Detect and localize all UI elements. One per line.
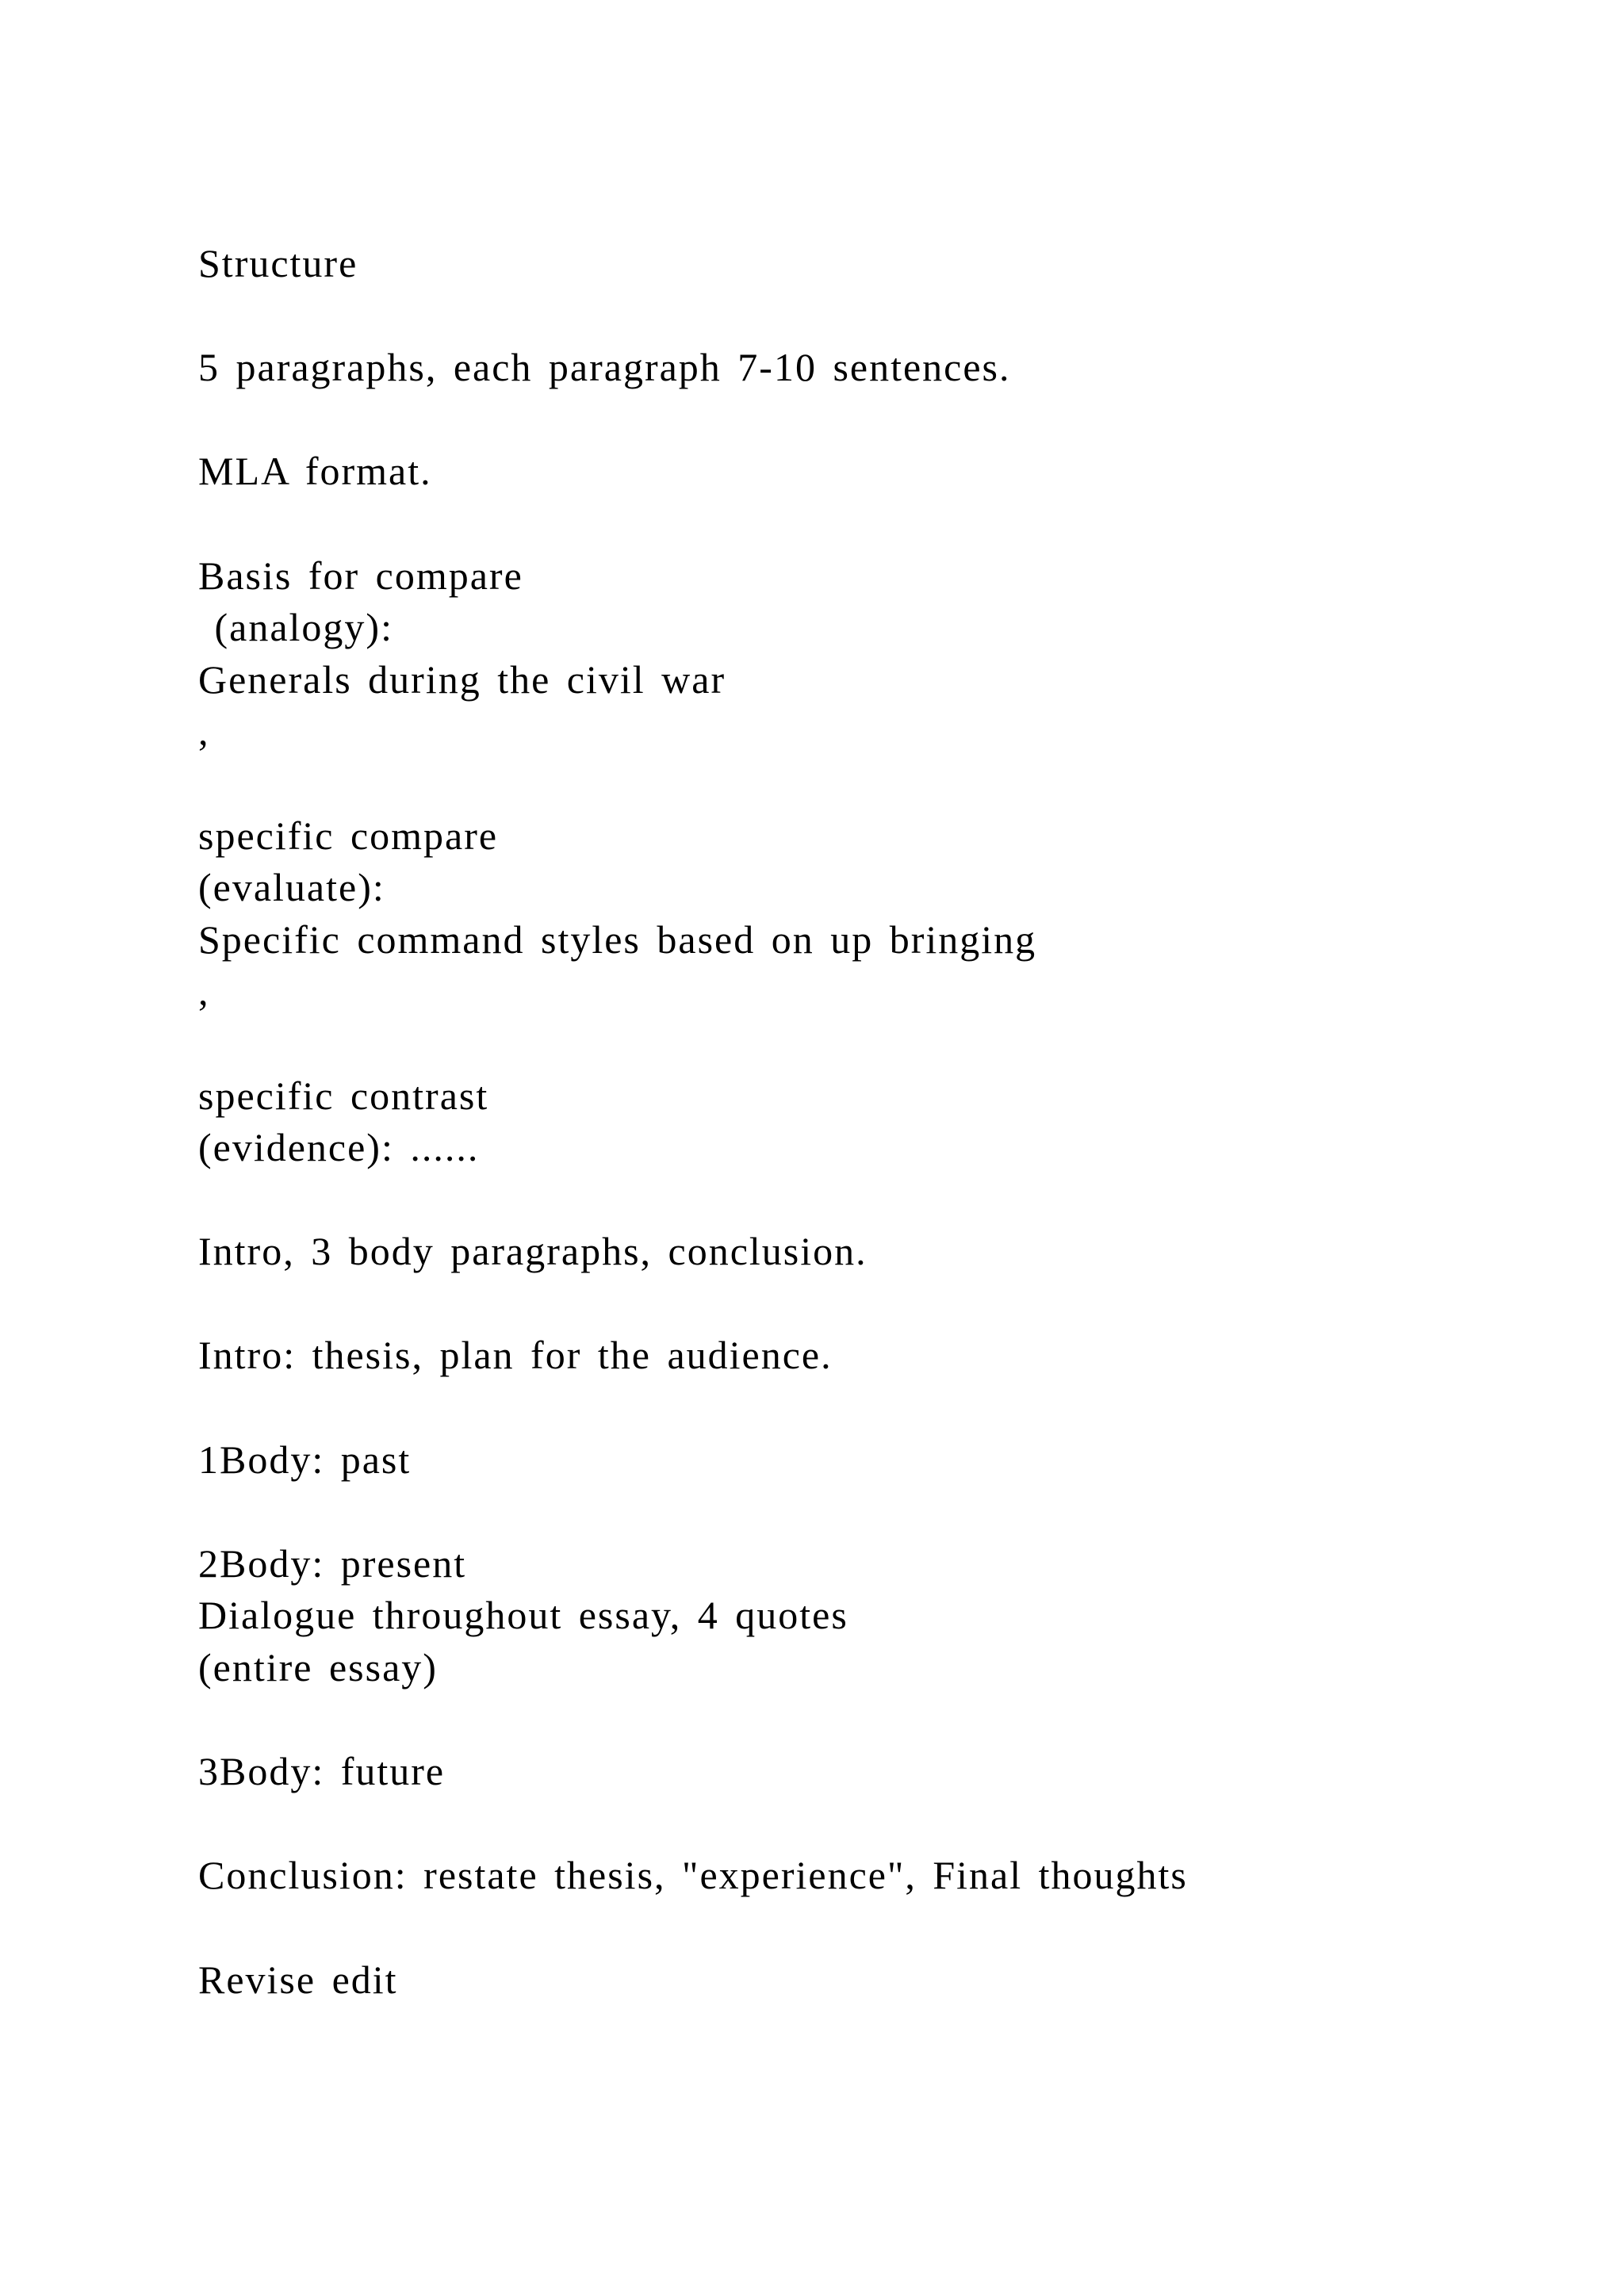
specific-contrast-label: specific contrast (198, 1073, 489, 1118)
blank-line (198, 290, 1562, 342)
basis-type: (analogy): (198, 605, 393, 650)
blank-line (198, 758, 1562, 810)
paragraph-requirement: 5 paragraphs, each paragraph 7-10 sentences. (198, 345, 1011, 390)
blank-line (198, 498, 1562, 550)
specific-compare-label: specific compare (198, 813, 499, 858)
specific-contrast-value: (evidence): ...... (198, 1125, 480, 1170)
basis-label: Basis for compare (198, 553, 523, 598)
blank-line (198, 1278, 1562, 1330)
comma-separator: , (198, 969, 210, 1014)
blank-line (198, 1174, 1562, 1226)
entire-essay-note: (entire essay) (198, 1645, 438, 1690)
blank-line (198, 394, 1562, 446)
blank-line (198, 1382, 1562, 1434)
dialogue-requirement: Dialogue throughout essay, 4 quotes (198, 1593, 848, 1638)
intro-plan: Intro: thesis, plan for the audience. (198, 1333, 833, 1378)
blank-line (198, 1902, 1562, 1954)
blank-line (198, 1486, 1562, 1538)
blank-line (198, 1018, 1562, 1070)
body-future: 3Body: future (198, 1749, 446, 1794)
structure-heading: Structure (198, 241, 358, 285)
specific-compare-value: Specific command styles based on up bringing (198, 916, 1037, 962)
specific-compare-type: (evaluate): (198, 865, 385, 910)
format-requirement: MLA format. (198, 449, 432, 494)
basis-value: Generals during the civil war (198, 656, 726, 702)
document-body (198, 238, 1562, 2006)
revise-edit: Revise edit (198, 1957, 398, 2002)
blank-line (198, 1694, 1562, 1747)
body-present: 2Body: present (198, 1540, 467, 1586)
conclusion-plan: Conclusion: restate thesis, "experience", Final thoughts (198, 1853, 1188, 1898)
essay-outline: Intro, 3 body paragraphs, conclusion. (198, 1229, 868, 1274)
comma-separator: , (198, 709, 210, 754)
blank-line (198, 1798, 1562, 1850)
body-past: 1Body: past (198, 1437, 412, 1482)
